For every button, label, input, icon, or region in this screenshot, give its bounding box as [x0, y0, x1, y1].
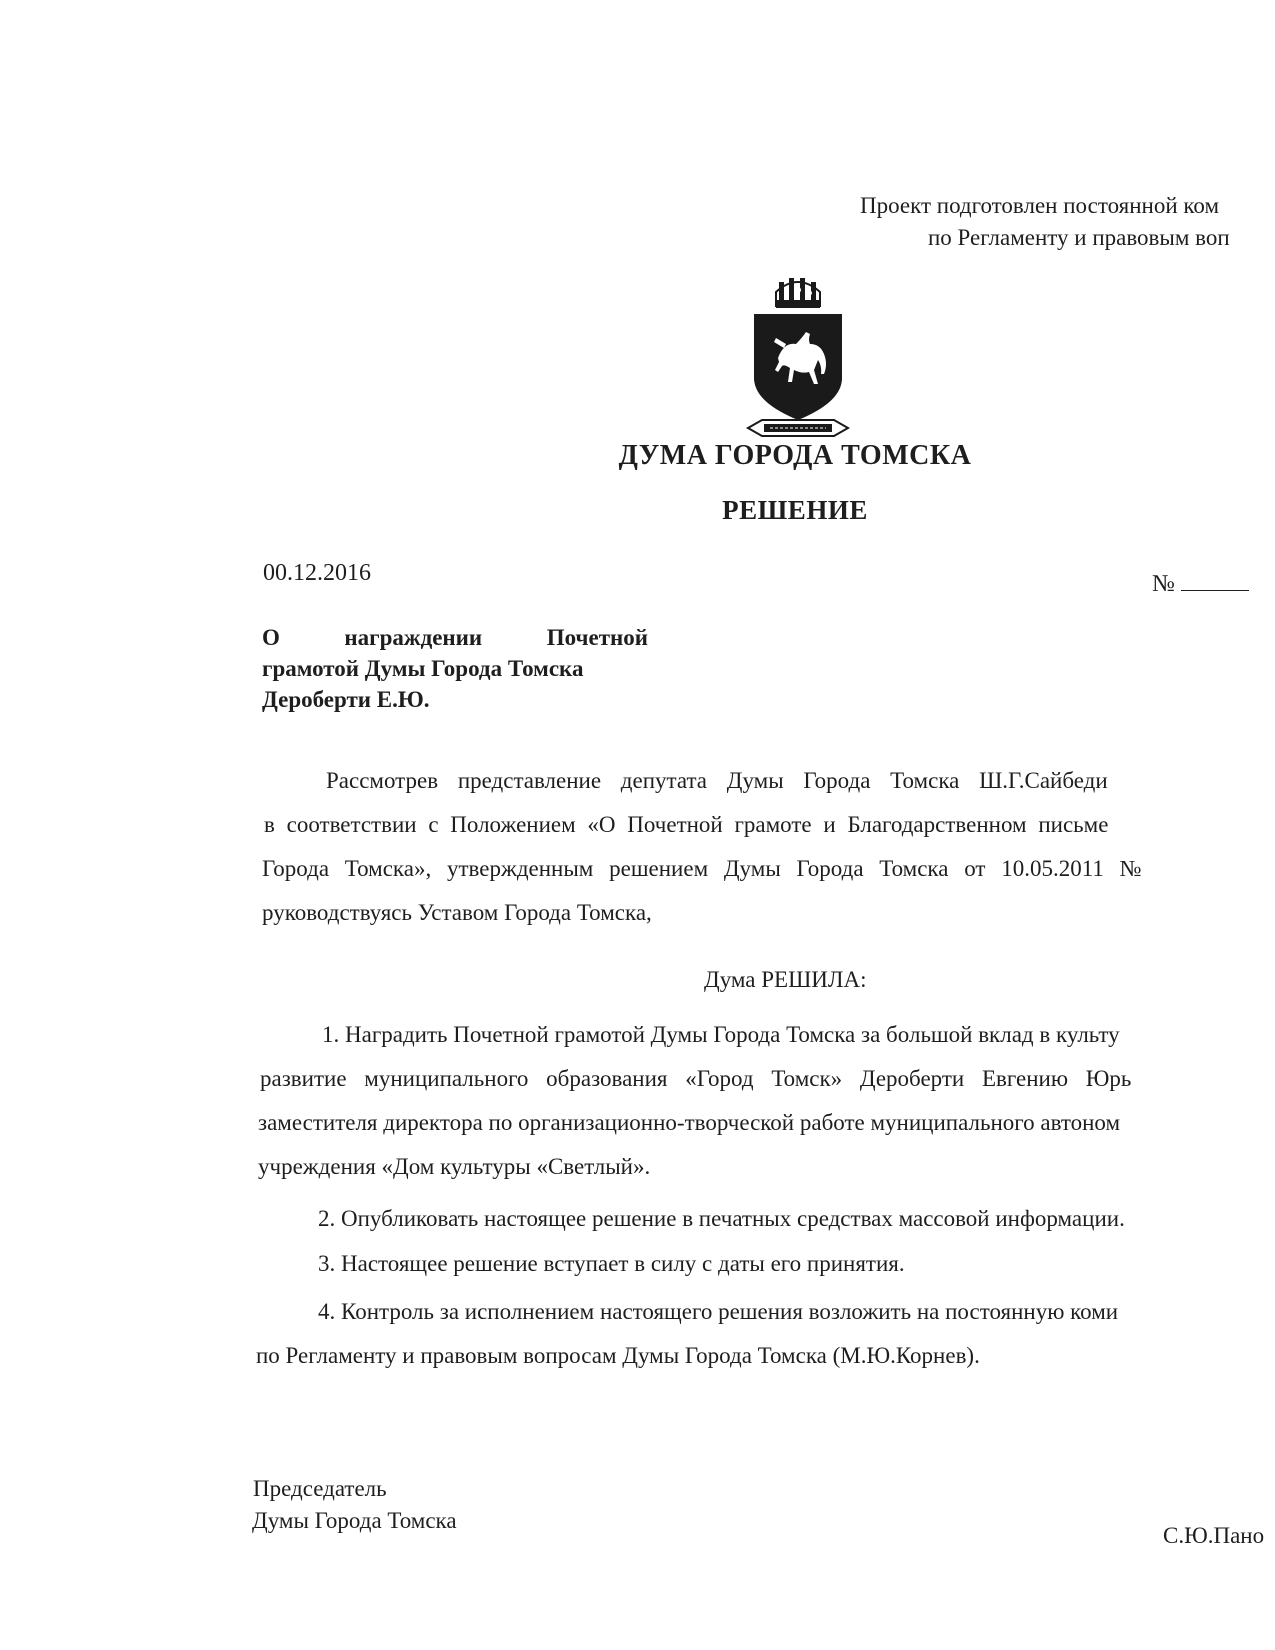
- item-4-line-1: 4. Контроль за исполнением настоящего решения возложить на постоянную коми: [318, 1299, 1119, 1324]
- organization-title: ДУМА ГОРОДА ТОМСКА: [618, 440, 972, 471]
- number-blank-field: [1181, 570, 1249, 591]
- item-1-line-3: заместителя директора по организационно-творческой работе муниципального автоном: [258, 1110, 1121, 1135]
- document-date: 00.12.2016: [263, 560, 371, 586]
- prepared-by-line-1: Проект подготовлен постоянной ком: [860, 193, 1220, 218]
- item-1-line-4: учреждения «Дом культуры «Светлый».: [258, 1154, 651, 1179]
- subject-line-1: [262, 622, 648, 653]
- subject-line-2: грамотой Думы Города Томска: [262, 656, 584, 681]
- subject-word: О: [262, 625, 280, 650]
- item-1-line-2: развитие муниципального образования «Город Томск» Дероберти Евгению Юрь: [260, 1066, 1132, 1091]
- item-1-line-1: 1. Наградить Почетной грамотой Думы Города Томска за большой вклад в культу: [322, 1022, 1120, 1047]
- crown-icon: [776, 278, 820, 308]
- subject-word: награждении: [344, 625, 483, 650]
- tomsk-coat-of-arms-icon: [744, 270, 852, 440]
- signatory-role-line-2: Думы Города Томска: [252, 1508, 457, 1533]
- decision-title: РЕШЕНИЕ: [722, 495, 868, 525]
- resolved-heading: Дума РЕШИЛА:: [704, 967, 867, 992]
- document-number: [1152, 570, 1249, 598]
- decision-subject: [262, 622, 648, 715]
- preamble-line-4: руководствуясь Уставом Города Томска,: [262, 900, 652, 925]
- preamble-line-3: Города Томска», утвержденным решением Думы Города Томска от 10.05.2011 №: [262, 856, 1142, 881]
- ribbon-icon: [748, 420, 848, 436]
- preamble-line-2: в соответствии с Положением «О Почетной грамоте и Благодарственном письме: [264, 812, 1109, 837]
- signatory-role-line-1: Председатель: [253, 1476, 387, 1501]
- signatory-name: С.Ю.Пано: [1163, 1523, 1265, 1548]
- subject-line-3: Дероберти Е.Ю.: [262, 687, 430, 712]
- item-2: 2. Опубликовать настоящее решение в печатных средствах массовой информации.: [318, 1206, 1125, 1231]
- item-4-line-2: по Регламенту и правовым вопросам Думы Города Томска (М.Ю.Корнев).: [256, 1343, 980, 1368]
- prepared-by-line-2: по Регламенту и правовым воп: [928, 225, 1230, 250]
- preamble-line-1: Рассмотрев представление депутата Думы Города Томска Ш.Г.Сайбеди: [326, 768, 1108, 793]
- subject-word: Почетной: [546, 625, 648, 650]
- emblem-svg: [744, 270, 852, 440]
- number-label: №: [1152, 571, 1175, 597]
- item-3: 3. Настоящее решение вступает в силу с даты его принятия.: [318, 1251, 905, 1276]
